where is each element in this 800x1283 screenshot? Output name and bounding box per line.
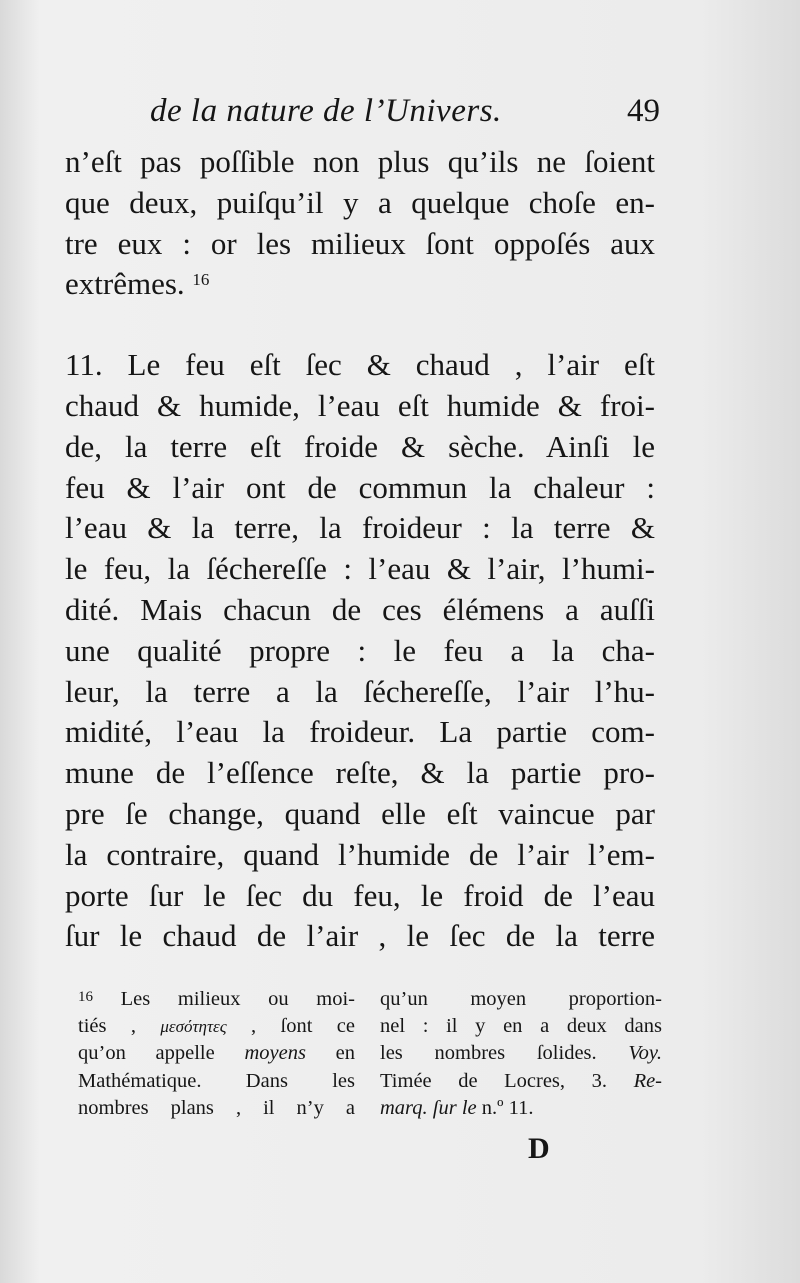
footnote-text: Timée de Locres, 3. bbox=[380, 1069, 607, 1092]
running-title: de la nature de l’Univers. bbox=[150, 93, 502, 129]
footnote-line: nombres plans , il n’y a bbox=[78, 1096, 355, 1119]
text-line: porte ſur le ſec du feu, le froid de l’eau bbox=[65, 877, 655, 913]
footnote-italic: Voy. bbox=[628, 1042, 662, 1065]
text-line: pre ſe change, quand elle eſt vaincue par bbox=[65, 795, 655, 831]
text-line: la contraire, quand l’humide de l’air l’em- bbox=[65, 836, 655, 872]
text-line: n’eſt pas poſſible non plus qu’ils ne ſoient bbox=[65, 144, 655, 179]
paragraph-gap bbox=[65, 305, 655, 345]
footnote bbox=[78, 986, 668, 1136]
text-line-content: extrêmes. bbox=[65, 266, 185, 302]
text-line: dité. Mais chacun de ces élémens a auſſi bbox=[65, 591, 655, 627]
footnote-line bbox=[78, 986, 355, 1013]
footnote-line bbox=[380, 1068, 662, 1095]
text-line: tre eux : or les milieux ſont oppoſés aux bbox=[65, 225, 655, 261]
footnote-column-right bbox=[380, 986, 662, 1122]
main-text bbox=[65, 142, 655, 957]
footnote-line bbox=[380, 1040, 662, 1067]
footnote-line: Mathématique. Dans les bbox=[78, 1069, 355, 1092]
footnote-text: , ſont ce bbox=[251, 1015, 356, 1038]
footnote-column-left bbox=[78, 986, 355, 1122]
footnote-italic: Re- bbox=[633, 1069, 663, 1092]
text-line: mune de l’eſſence reſte, & la partie pro- bbox=[65, 755, 655, 791]
greek-term: μεσότητες bbox=[160, 1017, 227, 1037]
footnote-line bbox=[78, 1040, 355, 1067]
footnote-reference: 16 bbox=[192, 270, 210, 290]
footnote-line bbox=[380, 1095, 662, 1122]
text-line: feu & l’air ont de commun la chaleur : bbox=[65, 469, 655, 505]
footnote-text: n.º 11. bbox=[481, 1096, 534, 1119]
footnote-line bbox=[78, 1013, 355, 1040]
text-line: l’eau & la terre, la froideur : la terre & bbox=[65, 510, 655, 546]
footnote-line: nel : il y en a deux dans bbox=[380, 1015, 662, 1038]
text-line bbox=[65, 264, 655, 305]
text-line: une qualité propre : le feu a la cha- bbox=[65, 632, 655, 668]
text-line: ſur le chaud de l’air , le ſec de la terre bbox=[65, 918, 655, 954]
text-line: que deux, puiſqu’il y a quelque choſe en- bbox=[65, 184, 655, 220]
footnote-text: Les milieux ou moi- bbox=[120, 988, 355, 1010]
footnote-number: 16 bbox=[78, 989, 93, 1005]
footnote-italic: moyens bbox=[244, 1042, 306, 1065]
footnote-italic: marq. ſur le bbox=[380, 1096, 477, 1119]
text-line: leur, la terre a la ſéchereſſe, l’air l’hu- bbox=[65, 673, 655, 709]
text-line: le feu, la ſéchereſſe : l’eau & l’air, l’humi- bbox=[65, 551, 655, 587]
footnote-line: qu’un moyen proportion- bbox=[380, 988, 662, 1010]
footnote-text: tiés , bbox=[78, 1015, 136, 1038]
text-line: de, la terre eſt froide & sèche. Ainſi le bbox=[65, 428, 655, 464]
footnote-text: qu’on appelle bbox=[78, 1042, 215, 1065]
page-number: 49 bbox=[627, 93, 660, 129]
text-line: chaud & humide, l’eau eſt humide & froi- bbox=[65, 387, 655, 423]
text-line: 11. Le feu eſt ſec & chaud , l’air eſt bbox=[65, 347, 655, 383]
page-header bbox=[150, 93, 660, 143]
footnote-text: en bbox=[335, 1042, 356, 1065]
text-line: midité, l’eau la froideur. La partie com- bbox=[65, 714, 655, 750]
footnote-text: les nombres ſolides. bbox=[380, 1042, 597, 1065]
signature-mark: D bbox=[528, 1132, 550, 1165]
